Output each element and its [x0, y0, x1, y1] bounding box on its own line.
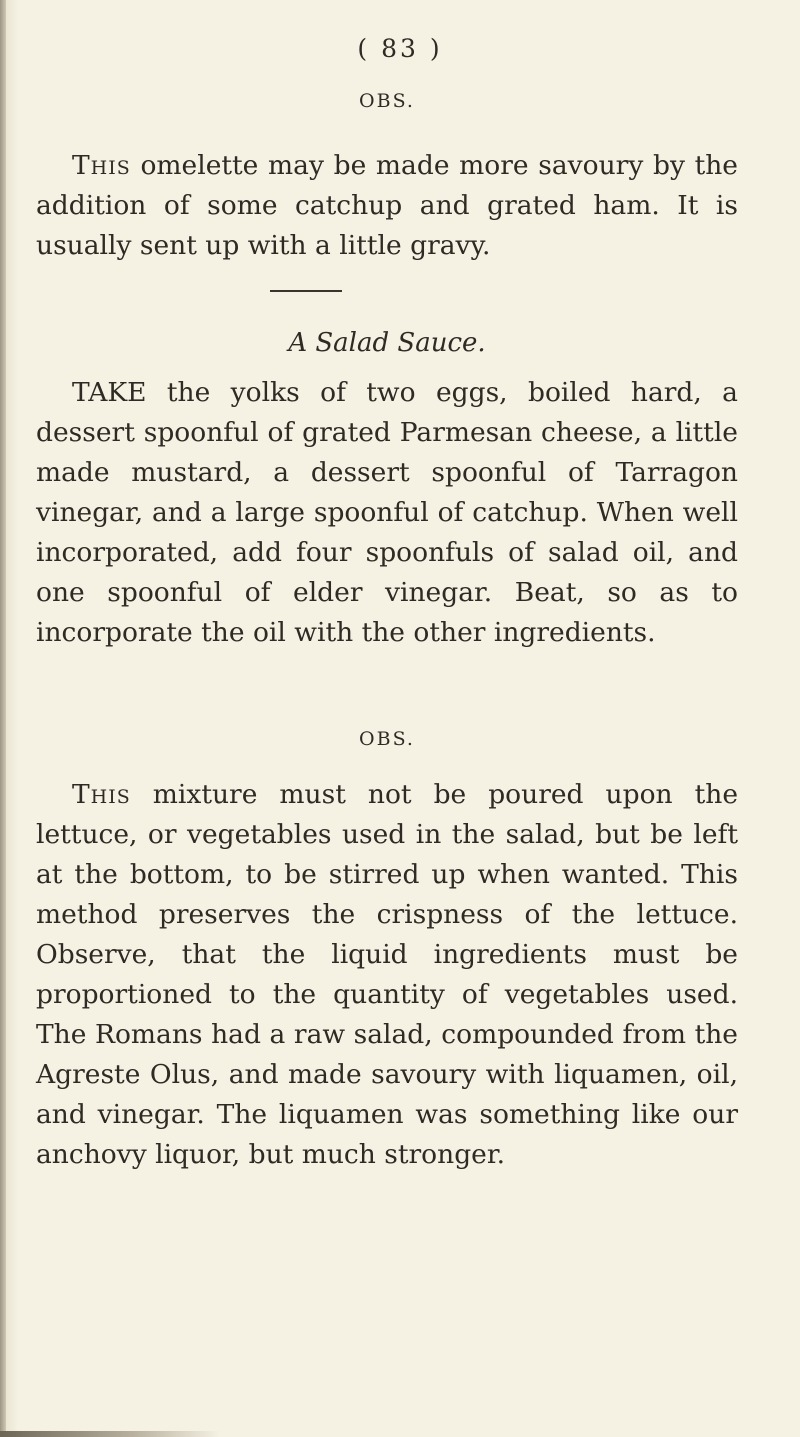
page-bottom-edge	[0, 1431, 220, 1437]
obs-paragraph-1	[36, 146, 738, 266]
obs-label-2: OBS.	[359, 728, 415, 750]
page-spine-edge	[0, 0, 6, 1437]
section-divider	[270, 290, 342, 292]
page-number: ( 83 )	[357, 34, 443, 63]
obs-lead-word-2: This	[72, 779, 131, 810]
obs-paragraph-2	[36, 775, 738, 1175]
obs-label-1: OBS.	[359, 90, 415, 112]
recipe-paragraph: TAKE the yolks of two eggs, boiled hard, a dessert spoonful of grated Parmesan cheese, a little made mustard, a dessert spoonful of Tarragon vinegar, and a large spoonful of catchup. When well incorporated, add four spoonfuls of salad oil, and one spoonful of elder vinegar. Beat, so as to incorporate the oil with the other ingredients.	[36, 377, 738, 648]
obs-text-2: mixture must not be poured upon the lettuce, or vegetables used in the salad, but be left at the bottom, to be stirred up when wanted. This method preserves the crispness of the lettuce. Observe, that the liquid ingredients must be proportioned to the quantity of vegetables used. The Romans had a raw salad, compounded from the Agreste Olus, and made savoury with liquamen, oil, and vinegar. The liquamen was something like our anchovy liquor, but much stronger.	[36, 779, 738, 1170]
obs-lead-word-1: This	[72, 150, 131, 181]
obs-text-1: omelette may be made more savoury by the addition of some catchup and grated ham. It is usually sent up with a little gravy.	[36, 150, 738, 261]
recipe-title: A Salad Sauce.	[288, 328, 486, 358]
